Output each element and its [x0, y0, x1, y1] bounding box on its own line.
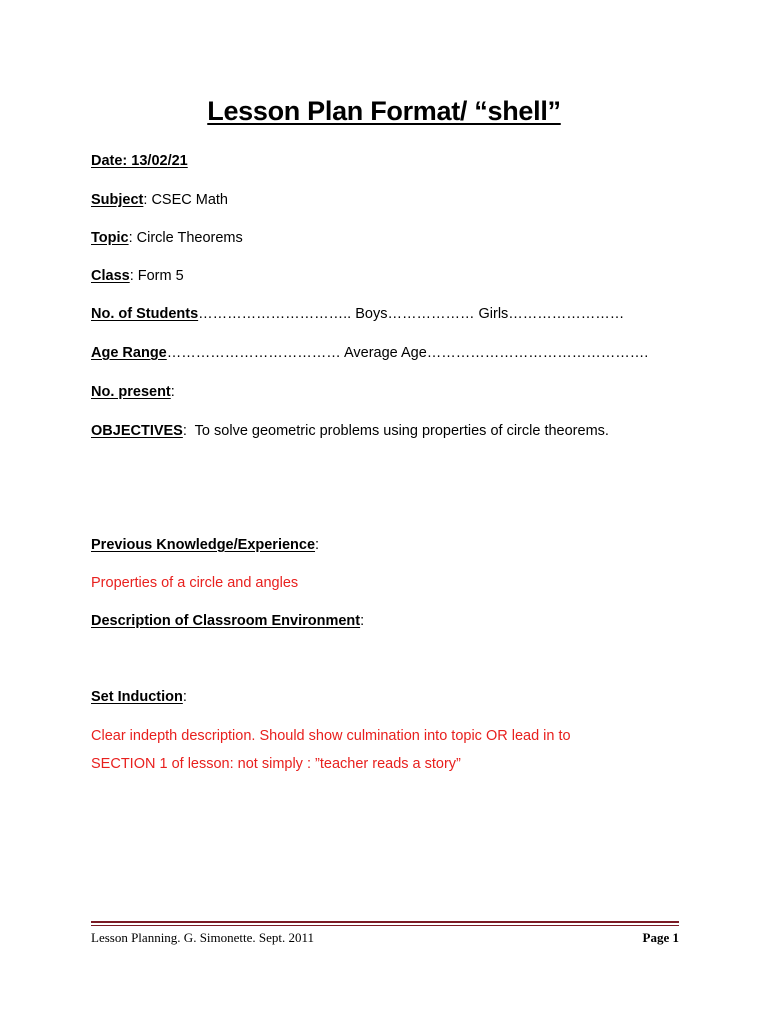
set-induction-separator: :	[182, 689, 187, 705]
classroom-env-label: Description of Classroom Environment	[91, 613, 361, 629]
subject-separator: :	[143, 192, 152, 208]
date-label: Date: 13/02/21	[91, 153, 188, 169]
subject-value: CSEC Math	[151, 192, 228, 208]
class-value: Form 5	[137, 268, 184, 284]
class-label: Class	[91, 268, 130, 284]
students-value: ………………………….. Boys……………… Girls……………………	[198, 306, 625, 322]
students-line	[91, 305, 624, 323]
present-label: No. present	[91, 384, 171, 400]
age-range-value: ……………………………… Average Age……………………………………….	[166, 345, 649, 361]
topic-value: Circle Theorems	[136, 230, 243, 246]
students-label: No. of Students	[91, 306, 199, 322]
topic-line	[91, 229, 243, 247]
topic-label: Topic	[91, 230, 129, 246]
set-induction-line	[91, 688, 187, 706]
footer-credit: Lesson Planning. G. Simonette. Sept. 2011	[91, 930, 315, 945]
page-number: Page 1	[642, 930, 679, 945]
subject-label: Subject	[91, 192, 144, 208]
set-induction-text-line-1: Clear indepth description. Should show culmination into topic OR lead in to	[91, 728, 571, 744]
prev-knowledge-line	[91, 536, 319, 554]
footer-rule-thin	[91, 925, 679, 926]
present-line	[91, 383, 175, 401]
objectives-line	[91, 422, 609, 440]
subject-line	[91, 191, 228, 209]
classroom-env-separator: :	[360, 613, 365, 629]
document-title: Lesson Plan Format/ “shell”	[207, 96, 561, 126]
age-range-label: Age Range	[91, 345, 167, 361]
class-separator: :	[129, 268, 138, 284]
set-induction-label: Set Induction	[91, 689, 183, 705]
footer-rule-thick	[91, 921, 679, 923]
classroom-env-line	[91, 612, 364, 630]
prev-knowledge-value: Properties of a circle and angles	[91, 575, 299, 591]
prev-knowledge-separator: :	[315, 537, 320, 553]
objectives-value: To solve geometric problems using properties of circle theorems.	[186, 423, 609, 439]
age-range-line	[91, 344, 648, 362]
set-induction-text-line-2: SECTION 1 of lesson: not simply : ”teacher reads a story”	[91, 756, 461, 772]
objectives-label: OBJECTIVES	[91, 423, 183, 439]
topic-separator: :	[128, 230, 137, 246]
date-line	[91, 152, 188, 170]
present-separator: :	[170, 384, 175, 400]
prev-knowledge-label: Previous Knowledge/Experience	[91, 537, 316, 553]
class-line	[91, 267, 184, 285]
objectives-separator: :	[182, 423, 187, 439]
